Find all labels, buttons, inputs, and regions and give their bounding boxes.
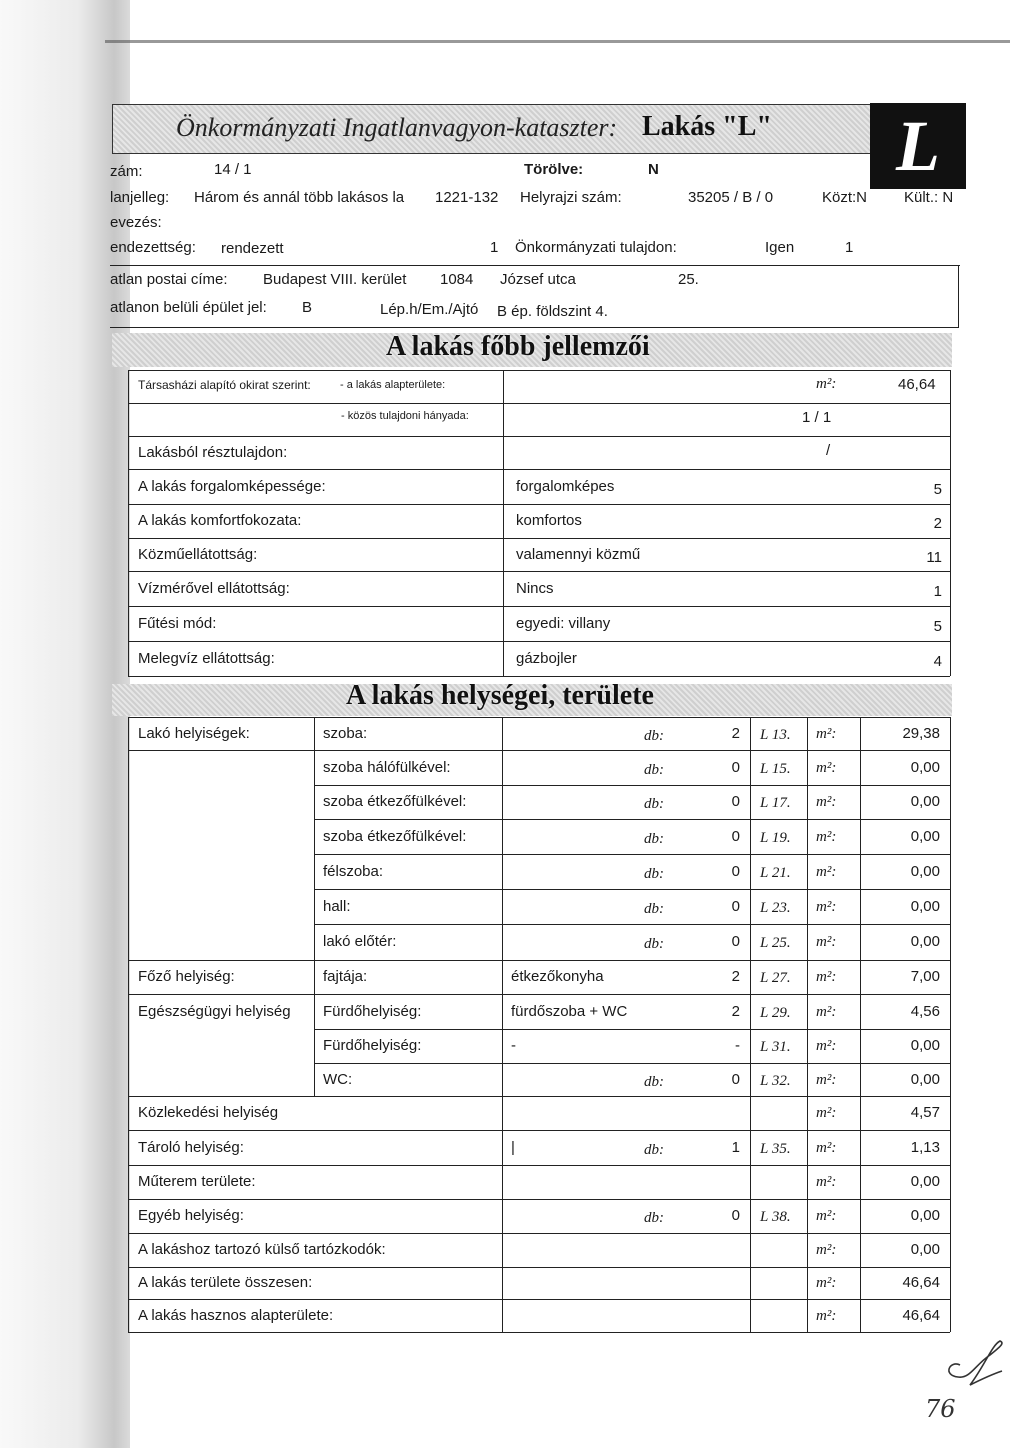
room-group-label: Főző helyiség: bbox=[138, 968, 235, 985]
rooms-row-line bbox=[128, 1130, 950, 1131]
room-unit: m²: bbox=[816, 1308, 837, 1324]
room-db-label: db: bbox=[644, 1074, 664, 1090]
room-count: 1 bbox=[731, 1139, 740, 1156]
torolve-value: N bbox=[648, 161, 659, 178]
fobb-row-code: 1 bbox=[933, 583, 942, 600]
room-l-code: L 25. bbox=[760, 935, 791, 951]
fobb-row-code: 4 bbox=[933, 653, 942, 670]
room-l-code: L 19. bbox=[760, 830, 791, 846]
room-l-code: L 21. bbox=[760, 865, 791, 881]
room-group-label: A lakás hasznos alapterülete: bbox=[138, 1307, 334, 1324]
room-l-code: L 35. bbox=[760, 1141, 791, 1157]
room-count: 0 bbox=[731, 1071, 740, 1088]
room-area: 0,00 bbox=[910, 828, 940, 845]
room-name: szoba étkezőfülkével: bbox=[323, 828, 467, 845]
room-area: 4,57 bbox=[910, 1104, 940, 1121]
rendeltetes-code: 1221-132 bbox=[435, 189, 499, 206]
kozt-value: Közt:N bbox=[822, 189, 868, 206]
rendezettseg-value: rendezett bbox=[221, 240, 284, 257]
fobb-row-label: Közműellátottság: bbox=[138, 546, 258, 563]
room-desc: - bbox=[511, 1037, 516, 1054]
rooms-group-line bbox=[128, 750, 314, 751]
room-l-code: L 15. bbox=[760, 761, 791, 777]
room-group-label: A lakás területe összesen: bbox=[138, 1274, 313, 1291]
fobb-row-code: 5 bbox=[933, 481, 942, 498]
fobb-row-label: Fűtési mód: bbox=[138, 615, 217, 632]
room-l-code: L 23. bbox=[760, 900, 791, 916]
fobb-row-code: 2 bbox=[933, 515, 942, 532]
room-unit: m²: bbox=[816, 1072, 837, 1088]
room-group-label: Egyéb helyiség: bbox=[138, 1207, 244, 1224]
rooms-row-line bbox=[314, 785, 950, 786]
fobb-row-code: 5 bbox=[933, 618, 942, 635]
postai-city: Budapest VIII. kerület bbox=[263, 271, 407, 288]
room-name: szoba hálófülkével: bbox=[323, 759, 451, 776]
room-area: 1,13 bbox=[910, 1139, 940, 1156]
torolve-label: Törölve: bbox=[524, 161, 584, 178]
room-area: 0,00 bbox=[910, 793, 940, 810]
postai-zip: 1084 bbox=[440, 271, 474, 288]
room-group-label: Közlekedési helyiség bbox=[138, 1104, 279, 1121]
fobb-row-line bbox=[128, 403, 950, 404]
room-count: 2 bbox=[731, 968, 740, 985]
room-group-label: Lakó helyiségek: bbox=[138, 725, 250, 742]
room-db-label: db: bbox=[644, 831, 664, 847]
address-box-bottom bbox=[110, 327, 959, 328]
rooms-row-line bbox=[314, 994, 950, 995]
tarsashazi-label: Társasházi alapító okirat szerint: bbox=[138, 378, 311, 392]
epulet-value: B bbox=[302, 299, 313, 316]
rooms-group-line bbox=[128, 994, 314, 995]
fobb-row-label: Vízmérővel ellátottság: bbox=[138, 580, 290, 597]
fobb-row-line bbox=[128, 571, 950, 572]
room-unit: m²: bbox=[816, 1208, 837, 1224]
rooms-row-line bbox=[128, 1267, 950, 1268]
szam-value: 14 / 1 bbox=[214, 161, 252, 178]
signature-mark bbox=[930, 1335, 1010, 1395]
room-l-code: L 31. bbox=[760, 1039, 791, 1055]
fobb-row-line bbox=[128, 641, 950, 642]
lep-value: B ép. földszint 4. bbox=[497, 303, 608, 320]
room-area: 0,00 bbox=[910, 759, 940, 776]
room-group-label: A lakáshoz tartozó külső tartózkodók: bbox=[138, 1241, 386, 1258]
rooms-row-line bbox=[314, 750, 950, 751]
room-db-label: db: bbox=[644, 728, 664, 744]
room-area: 0,00 bbox=[910, 1241, 940, 1258]
room-desc: fürdőszoba + WC bbox=[511, 1003, 628, 1020]
rooms-col-name bbox=[314, 717, 315, 1096]
rooms-group-line bbox=[128, 1096, 314, 1097]
room-count: 0 bbox=[731, 1207, 740, 1224]
room-unit: m²: bbox=[816, 899, 837, 915]
room-name: szoba: bbox=[323, 725, 368, 742]
lep-label: Lép.h/Em./Ajtó bbox=[380, 301, 479, 318]
room-area: 0,00 bbox=[910, 1037, 940, 1054]
rooms-col-area bbox=[860, 717, 861, 1332]
fobb-row-value: valamennyi közmű bbox=[516, 546, 641, 563]
room-area: 0,00 bbox=[910, 1071, 940, 1088]
room-count: 0 bbox=[731, 759, 740, 776]
signature-number: 76 bbox=[925, 1395, 956, 1423]
postai-label: atlan postai címe: bbox=[110, 271, 228, 288]
rooms-row-line bbox=[128, 1233, 950, 1234]
room-db-label: db: bbox=[644, 762, 664, 778]
fobb-table-mid bbox=[503, 370, 504, 676]
room-area: 0,00 bbox=[910, 1173, 940, 1190]
room-group-label: Műterem területe: bbox=[138, 1173, 256, 1190]
fobb-row-line bbox=[128, 538, 950, 539]
postai-street: József utca bbox=[500, 271, 576, 288]
fobb-row-label: Melegvíz ellátottság: bbox=[138, 650, 275, 667]
nevezes-label: evezés: bbox=[110, 214, 162, 231]
room-count: 0 bbox=[731, 933, 740, 950]
fobb-table-right bbox=[950, 370, 951, 676]
room-count: 2 bbox=[731, 1003, 740, 1020]
hanyad-label: - közös tulajdoni hányada: bbox=[341, 410, 469, 422]
room-db-label: db: bbox=[644, 796, 664, 812]
rooms-row-line bbox=[314, 924, 950, 925]
rooms-row-line bbox=[314, 889, 950, 890]
rooms-row-line bbox=[314, 960, 950, 961]
room-unit: m²: bbox=[816, 760, 837, 776]
postai-number: 25. bbox=[678, 271, 699, 288]
address-box-top bbox=[110, 265, 960, 266]
rooms-col-desc bbox=[502, 717, 503, 1332]
room-name: félszoba: bbox=[323, 863, 384, 880]
rooms-group-line bbox=[128, 960, 314, 961]
header-title: Önkormányzati Ingatlanvagyon-kataszter: bbox=[176, 113, 618, 142]
fobb-row-line bbox=[128, 676, 950, 677]
room-area: 0,00 bbox=[910, 1207, 940, 1224]
hrsz-label: Helyrajzi szám: bbox=[520, 189, 622, 206]
rooms-col-left bbox=[128, 717, 129, 1332]
room-db-label: db: bbox=[644, 1210, 664, 1226]
rooms-row-line bbox=[314, 1063, 950, 1064]
room-db-label: db: bbox=[644, 866, 664, 882]
room-db-label: db: bbox=[644, 936, 664, 952]
onk-code: 1 bbox=[845, 239, 854, 256]
room-l-code: L 29. bbox=[760, 1005, 791, 1021]
hanyad-value: 1 / 1 bbox=[802, 409, 832, 426]
rendeltetes-value: Három és annál több lakásos la bbox=[194, 189, 405, 206]
room-area: 0,00 bbox=[910, 863, 940, 880]
alapterulet-value: 46,64 bbox=[898, 376, 936, 393]
rooms-row-line bbox=[128, 1165, 950, 1166]
room-name: Fürdőhelyiség: bbox=[323, 1037, 422, 1054]
resztulajdon-value: / bbox=[826, 442, 831, 459]
room-unit: m²: bbox=[816, 1242, 837, 1258]
room-count: 0 bbox=[731, 793, 740, 810]
fobb-table-top bbox=[128, 370, 950, 371]
fobb-row-line bbox=[128, 469, 950, 470]
room-unit: m²: bbox=[816, 1004, 837, 1020]
room-count: 0 bbox=[731, 863, 740, 880]
fobb-row-line bbox=[128, 504, 950, 505]
rooms-row-line bbox=[314, 854, 950, 855]
fobb-row-label: A lakás komfortfokozata: bbox=[138, 512, 302, 529]
helysegek-title: A lakás helységei, területe bbox=[346, 680, 654, 711]
rooms-col-unit bbox=[807, 717, 808, 1332]
rooms-row-line bbox=[128, 1299, 950, 1300]
room-desc: étkezőkonyha bbox=[511, 968, 604, 985]
fobb-row-label: A lakás forgalomképessége: bbox=[138, 478, 326, 495]
rooms-col-l bbox=[750, 717, 751, 1332]
alapterulet-label: - a lakás alapterülete: bbox=[340, 379, 446, 391]
rendeltetes-label: lanjelleg: bbox=[110, 189, 170, 206]
room-unit: m²: bbox=[816, 969, 837, 985]
fobb-row-line bbox=[128, 436, 950, 437]
room-area: 0,00 bbox=[910, 898, 940, 915]
room-unit: m²: bbox=[816, 934, 837, 950]
hrsz-value: 35205 / B / 0 bbox=[688, 189, 774, 206]
epulet-label: atlanon belüli épület jel: bbox=[110, 299, 267, 316]
room-name: Fürdőhelyiség: bbox=[323, 1003, 422, 1020]
room-l-code: L 27. bbox=[760, 970, 791, 986]
rendezettseg-label: endezettség: bbox=[110, 239, 196, 256]
room-l-code: L 32. bbox=[760, 1073, 791, 1089]
room-count: - bbox=[735, 1037, 740, 1054]
rooms-row-line bbox=[128, 1199, 950, 1200]
rooms-table-top bbox=[128, 717, 950, 718]
room-group-label: Egészségügyi helyiség bbox=[138, 1003, 291, 1020]
room-unit: m²: bbox=[816, 726, 837, 742]
room-unit: m²: bbox=[816, 1140, 837, 1156]
room-unit: m²: bbox=[816, 1105, 837, 1121]
lakas-letter-badge: L bbox=[870, 103, 966, 189]
rooms-row-line bbox=[314, 1029, 950, 1030]
room-area: 7,00 bbox=[910, 968, 940, 985]
room-count: 2 bbox=[731, 725, 740, 742]
room-unit: m²: bbox=[816, 864, 837, 880]
room-name: hall: bbox=[323, 898, 351, 915]
room-name: fajtája: bbox=[323, 968, 368, 985]
onk-label: Önkormányzati tulajdon: bbox=[515, 239, 677, 256]
room-unit: m²: bbox=[816, 1174, 837, 1190]
fobb-row-code: 11 bbox=[926, 549, 942, 566]
resztulajdon-label: Lakásból résztulajdon: bbox=[138, 444, 288, 461]
alapterulet-unit: m²: bbox=[816, 376, 837, 392]
fobb-row-line bbox=[128, 606, 950, 607]
address-box-right bbox=[958, 265, 959, 328]
room-unit: m²: bbox=[816, 1275, 837, 1291]
room-desc: | bbox=[511, 1139, 515, 1156]
room-group-label: Tároló helyiség: bbox=[138, 1139, 244, 1156]
room-area: 0,00 bbox=[910, 933, 940, 950]
rendezettseg-code: 1 bbox=[490, 239, 499, 256]
fobb-row-value: forgalomképes bbox=[516, 478, 615, 495]
fobb-row-value: komfortos bbox=[516, 512, 582, 529]
room-db-label: db: bbox=[644, 1142, 664, 1158]
rooms-row-line bbox=[314, 819, 950, 820]
room-unit: m²: bbox=[816, 829, 837, 845]
rooms-row-line bbox=[314, 1096, 950, 1097]
room-unit: m²: bbox=[816, 1038, 837, 1054]
room-l-code: L 38. bbox=[760, 1209, 791, 1225]
room-count: 0 bbox=[731, 828, 740, 845]
fobb-jellemzok-title: A lakás főbb jellemzői bbox=[386, 331, 650, 362]
room-l-code: L 13. bbox=[760, 727, 791, 743]
fobb-row-value: gázbojler bbox=[516, 650, 577, 667]
rooms-row-line bbox=[128, 1332, 950, 1333]
room-l-code: L 17. bbox=[760, 795, 791, 811]
fobb-row-value: egyedi: villany bbox=[516, 615, 611, 632]
top-edge-line bbox=[105, 40, 1010, 43]
room-area: 46,64 bbox=[902, 1307, 940, 1324]
room-area: 29,38 bbox=[902, 725, 940, 742]
room-name: lakó előtér: bbox=[323, 933, 397, 950]
rooms-col-right bbox=[950, 717, 951, 1332]
fobb-table-left bbox=[128, 370, 129, 676]
szam-label: zám: bbox=[110, 163, 143, 180]
kult-value: Kült.: N bbox=[904, 189, 954, 206]
room-name: WC: bbox=[323, 1071, 353, 1088]
fobb-row-value: Nincs bbox=[516, 580, 554, 597]
room-area: 4,56 bbox=[910, 1003, 940, 1020]
room-name: szoba étkezőfülkével: bbox=[323, 793, 467, 810]
room-unit: m²: bbox=[816, 794, 837, 810]
room-db-label: db: bbox=[644, 901, 664, 917]
header-title-lakas: Lakás "L" bbox=[642, 111, 772, 142]
room-count: 0 bbox=[731, 898, 740, 915]
room-area: 46,64 bbox=[902, 1274, 940, 1291]
onk-value: Igen bbox=[765, 239, 795, 256]
